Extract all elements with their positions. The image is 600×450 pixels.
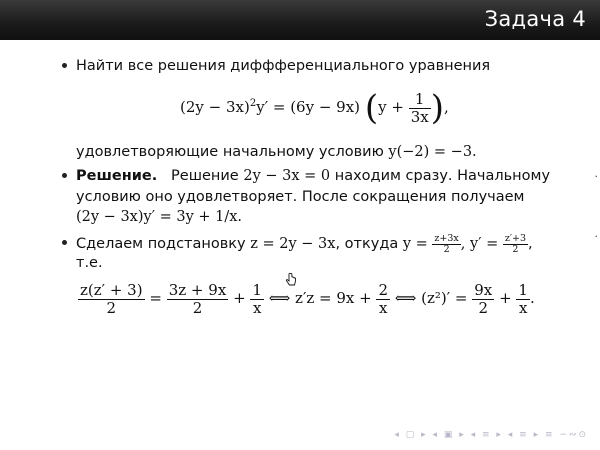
substitution-text-b: , откуда — [335, 236, 399, 252]
bullet-3-dot — [62, 240, 67, 245]
eq3-frac-6-num: 1 — [518, 280, 528, 299]
eq1-lhs: (2y − 3x) — [180, 98, 250, 116]
eq3-frac-5-den: 2 — [472, 299, 494, 317]
eq3-plus-a: + — [233, 289, 246, 307]
eq3-frac-1 — [78, 282, 145, 317]
yp-frac — [503, 234, 528, 255]
eq3-iff-b: ⟺ — [394, 289, 417, 307]
eq3-frac-1-den: 2 — [78, 299, 145, 317]
eq3-frac-6 — [516, 282, 530, 317]
eq3-frac-3-den: x — [250, 299, 264, 317]
equation-3 — [78, 276, 535, 320]
bullet-2-line-2: условию оно удовлетворяет. После сокращения получаем — [76, 189, 525, 205]
eq1-frac — [409, 91, 431, 126]
eq3-frac-4-den: x — [376, 299, 390, 317]
eq3-frac-3 — [250, 282, 264, 317]
substitution-text: Сделаем подстановку — [76, 236, 246, 252]
yp-frac-den: 2 — [503, 244, 528, 255]
eq3-frac-5-num: 9x — [474, 280, 493, 299]
condition-math: y(−2) = −3. — [388, 144, 477, 160]
eq3-frac-2 — [167, 282, 229, 317]
eq3-frac-2-num: 3z + 9x — [168, 280, 227, 299]
eq1-paren-y: y + — [378, 98, 404, 116]
bullet-3-line-2: т.е. — [76, 255, 103, 271]
eq3-end: . — [529, 289, 535, 307]
eq3-frac-3-num: 1 — [252, 280, 262, 299]
eq3-frac-2-den: 2 — [167, 299, 229, 317]
equation-1 — [180, 84, 449, 127]
eq3-rhs-lhs: (z²)′ = — [421, 289, 468, 307]
bullet-2-line-3: (2y − 3x)y′ = 3y + 1/x. — [76, 209, 243, 225]
yp-frac-num: z′+3 — [504, 232, 527, 244]
solution-text-a: Решение — [171, 168, 239, 184]
eq3-iff-a: ⟺ — [268, 289, 291, 307]
bullet-2-dot — [62, 173, 67, 178]
solution-text-b: находим сразу. Начальному — [334, 168, 551, 184]
y-frac-num: z+3x — [434, 232, 459, 244]
bullet-1-condition — [76, 143, 477, 161]
yp-eq: , y′ = — [460, 236, 499, 252]
eq1-lhs-tail: y′ = (6y − 9x) — [256, 98, 361, 116]
eq1-paren-close: ) — [430, 88, 444, 128]
bullet-2-line-1 — [76, 167, 550, 185]
substitution-math: z = 2y − 3x — [250, 236, 336, 252]
eq3-equals: = — [149, 289, 162, 307]
solution-label: Решение. — [76, 168, 158, 184]
slide-title: Задача 4 — [484, 7, 586, 31]
eq3-frac-1-num: z(z′ + 3) — [80, 280, 143, 299]
beamer-navigation[interactable]: ◂ ▢ ▸ ◂ ▣ ▸ ◂ ≡ ▸ ◂ ≡ ▸ ≡ ∽∾⊙ — [394, 430, 588, 440]
hand-cursor-icon — [283, 272, 299, 288]
bullet-1-dot — [62, 63, 67, 68]
y-eq: y = — [402, 236, 428, 252]
eq3-plus-b: + — [499, 289, 512, 307]
y-frac — [432, 234, 460, 255]
eq3-frac-4 — [376, 282, 390, 317]
eq3-mid: z′z = 9x + — [295, 289, 372, 307]
eq1-paren-open: ( — [364, 88, 379, 128]
eq1-end: , — [443, 98, 449, 116]
slide-content — [0, 40, 600, 450]
eq1-frac-den: 3x — [410, 107, 429, 126]
eq3-frac-5 — [472, 282, 494, 317]
edge-mark-1: · — [594, 170, 598, 183]
eq1-frac-num: 1 — [414, 89, 425, 108]
bullet-1-text: Найти все решения диффференциального уравнения — [76, 58, 491, 74]
eq3-frac-4-num: 2 — [378, 280, 389, 299]
y-frac-den: 2 — [432, 244, 460, 255]
solution-math-a: 2y − 3x = 0 — [243, 168, 331, 184]
bullet-3-line-1 — [76, 232, 533, 256]
edge-mark-2: · — [594, 230, 598, 243]
eq1-exp: 2 — [249, 98, 257, 109]
slide-header — [0, 0, 600, 40]
eq3-frac-6-den: x — [516, 299, 530, 317]
eq2-end: , — [528, 236, 533, 252]
condition-text: удовлетворяющие начальному условию — [76, 144, 384, 160]
